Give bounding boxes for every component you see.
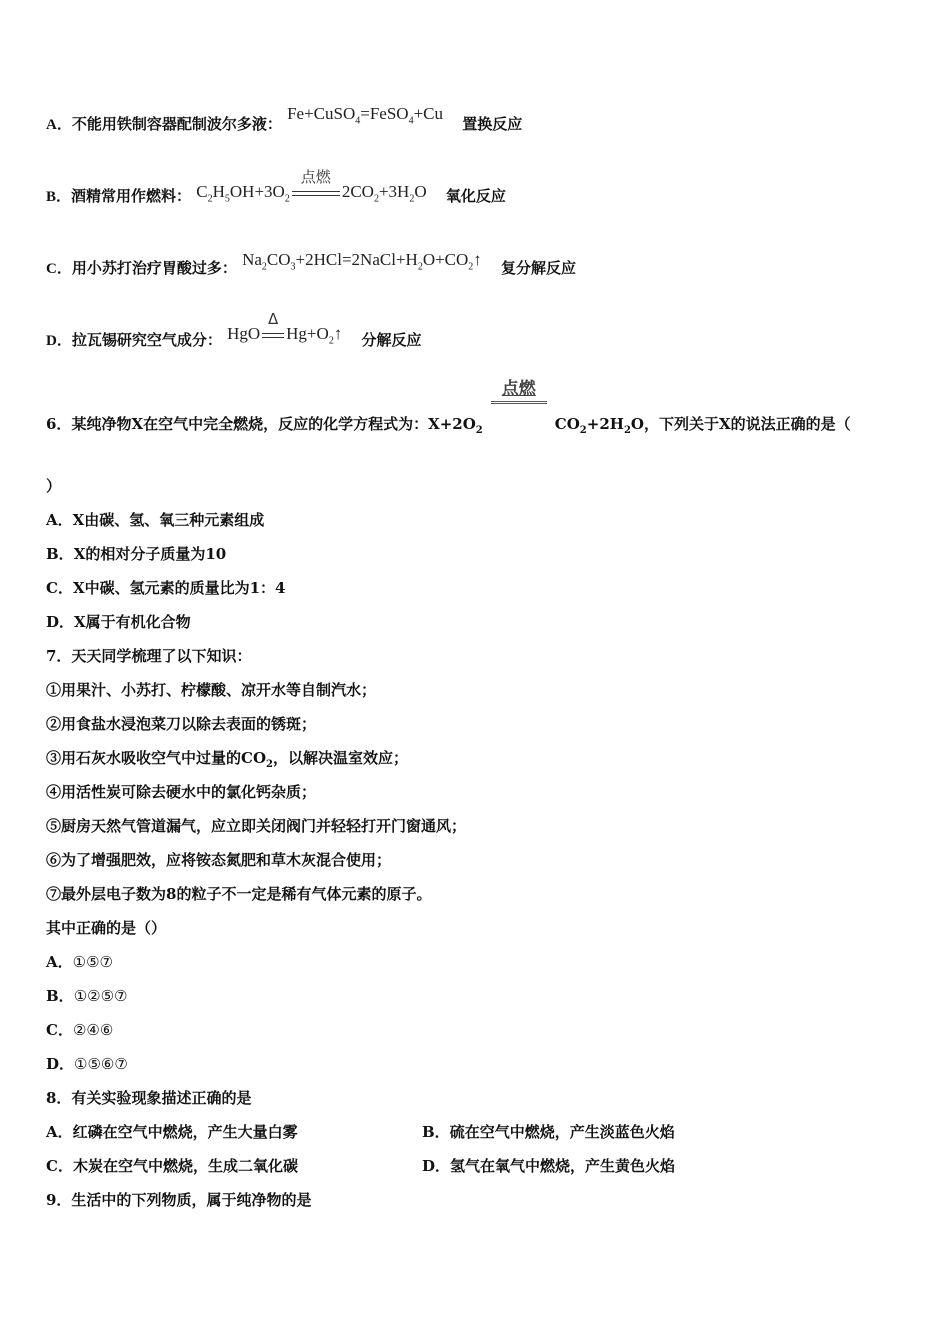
equation-image: $C_2H_5OH+3O_2$ 点燃 $2CO_2+3H_2O$ [196, 168, 427, 205]
q8-option-a: A．红磷在空气中燃烧，产生大量白雾 [46, 1123, 298, 1141]
q5-option-a [46, 104, 523, 141]
option-letter: A． [46, 117, 72, 133]
reaction-type: 氧化反应 [445, 187, 506, 205]
q7-question: 其中正确的是（） [46, 919, 167, 937]
q8-stem: 8．有关实验现象描述正确的是 [46, 1089, 252, 1107]
q7-item-5: ⑤厨房天然气管道漏气，应立即关闭阀门并轻轻打开门窗通风； [46, 817, 467, 835]
reaction-type: 分解反应 [361, 331, 422, 349]
q5-option-b [46, 168, 506, 213]
q6-stem-end: ） [46, 477, 62, 495]
q6-option-d: D．X属于有机化合物 [46, 613, 191, 631]
reaction-condition: Δ [260, 325, 286, 345]
q8-row-1 [46, 1122, 675, 1142]
q7-item-1: ①用果汁、小苏打、柠檬酸、凉开水等自制汽水； [46, 681, 377, 699]
q7-item-6: ⑥为了增强肥效，应将铵态氮肥和草木灰混合使用； [46, 851, 392, 869]
reaction-type: 复分解反应 [501, 259, 577, 277]
equation-image: Fe+CuSO$_4$=FeSO$_4$+Cu [287, 104, 444, 127]
equation-image: HgO Δ $Hg+O_2↑$ [227, 310, 343, 347]
stem-part: ，下列关于X的说法正确的是（ [643, 415, 851, 433]
option-text: 不能用铁制容器配制波尔多液： [71, 115, 282, 133]
q7-option-c: C．②④⑥ [46, 1021, 114, 1039]
q6-option-a: A．X由碳、氢、氧三种元素组成 [46, 511, 265, 529]
q8-option-c: C．木炭在空气中燃烧，生成二氧化碳 [46, 1157, 298, 1175]
q7-option-a: A．①⑤⑦ [46, 953, 113, 971]
q7-stem: 7．天天同学梳理了以下知识： [46, 647, 252, 665]
equation-product: $CO_2+2H_2O$ [554, 415, 644, 436]
equation-image: $Na_2CO_3+2HCl=2NaCl+H_2O+CO_2↑$ [242, 250, 482, 273]
q8-row-2 [46, 1156, 676, 1176]
q6-option-c: C．X中碳、氢元素的质量比为1：4 [46, 579, 286, 597]
reaction-condition: 点燃 [487, 415, 551, 435]
q7-item-7: ⑦最外层电子数为8的粒子不一定是稀有气体元素的原子。 [46, 885, 432, 903]
option-letter: B． [46, 189, 72, 205]
option-text: 拉瓦锡研究空气成分： [71, 331, 222, 349]
question-number: 6． [46, 415, 72, 433]
q7-option-b: B．①②⑤⑦ [46, 987, 128, 1005]
q8-option-d: D．氢气在氧气中燃烧，产生黄色火焰 [422, 1157, 676, 1175]
q9-stem: 9．生活中的下列物质，属于纯净物的是 [46, 1191, 312, 1209]
q5-option-d [46, 310, 422, 357]
option-text: 用小苏打治疗胃酸过多： [71, 259, 237, 277]
q7-item-4: ④用活性炭可除去硬水中的氯化钙杂质； [46, 783, 317, 801]
q6-option-b: B．X的相对分子质量为10 [46, 545, 227, 563]
q8-option-b: B．硫在空气中燃烧，产生淡蓝色火焰 [422, 1123, 675, 1141]
q5-option-c [46, 250, 577, 285]
reaction-condition: 点燃 [290, 183, 342, 203]
option-text: 酒精常用作燃料： [71, 187, 192, 205]
q7-item-3: ③用石灰水吸收空气中过量的$CO_2$，以解决温室效应； [46, 749, 408, 770]
q7-item-2: ②用食盐水浸泡菜刀以除去表面的锈斑； [46, 715, 317, 733]
stem-part: 某纯净物X在空气中完全燃烧，反应的化学方程式为：X+2O [71, 415, 476, 433]
q6-stem: 6．某纯净物X在空气中完全燃烧，反应的化学方程式为：$X+2O_2$ 点燃 $CO_2+2H_2O$，下列关于X的说法正确的是（ [46, 379, 851, 436]
option-letter: C． [46, 261, 72, 277]
q7-option-d: D．①⑤⑥⑦ [46, 1055, 128, 1073]
reaction-type: 置换反应 [462, 115, 523, 133]
option-letter: D． [46, 333, 72, 349]
